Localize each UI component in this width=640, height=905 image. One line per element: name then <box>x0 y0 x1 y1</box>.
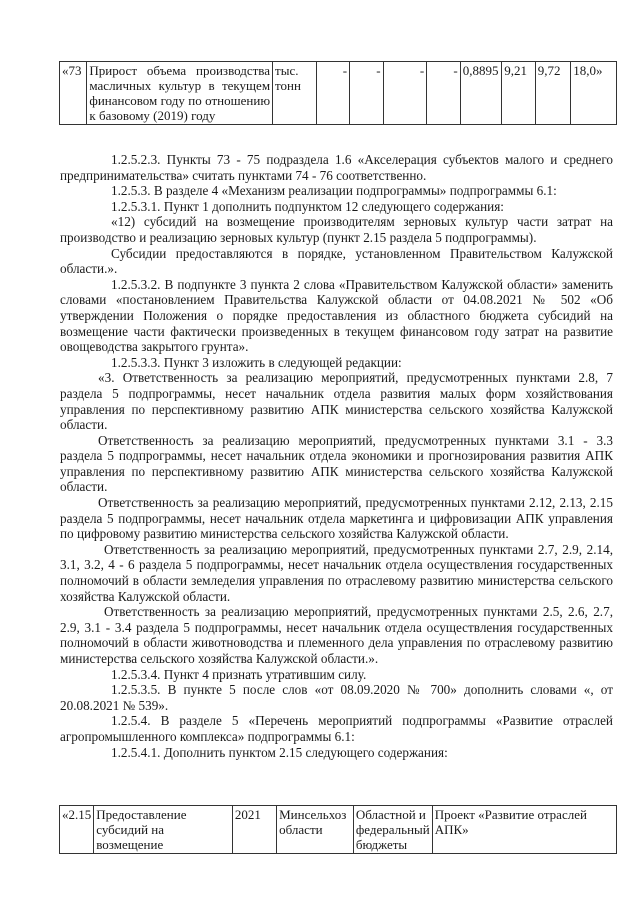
value-cell: - <box>383 62 427 125</box>
document-body <box>60 152 613 760</box>
paragraph: Ответственность за реализацию мероприятий, предусмотренных пунктами 2.12, 2.13, 2.15 раздела 5 подпрограммы, несет начальник отдела маркетинга и цифровизации АПК управления по цифровому развитию министерства сельского хозяйства Калужской области. <box>60 495 613 542</box>
value-cell: 18,0» <box>571 62 617 125</box>
table-row <box>60 806 617 854</box>
value-cell: - <box>427 62 460 125</box>
unit-cell: тыс. тонн <box>273 62 317 125</box>
paragraph: Субсидии предоставляются в порядке, установленном Правительством Калужской области.». <box>60 245 613 277</box>
indicators-table <box>59 61 617 125</box>
paragraph: 1.2.5.2.3. Пункты 73 - 75 подраздела 1.6 «Акселерация субъектов малого и среднего предпринимательства» считать пунктами 74 - 76 соответственно. <box>60 152 613 183</box>
paragraph: 1.2.5.3.1. Пункт 1 дополнить подпунктом 12 следующего содержания: <box>111 198 504 214</box>
paragraph: «12) субсидий на возмещение производителям зерновых культур части затрат на производство и реализацию зерновых культур (пункт 2.15 раздела 5 подпрограммы). <box>60 214 613 245</box>
value-cell: - <box>350 62 383 125</box>
paragraph: 1.2.5.4. В разделе 5 «Перечень мероприятий подпрограммы «Развитие отраслей агропромышленного комплекса» подпрограммы 6.1: <box>60 713 613 744</box>
value-cell: 9,72 <box>535 62 571 125</box>
paragraph: 1.2.5.3.3. Пункт 3 изложить в следующей редакции: <box>111 354 402 370</box>
funding-source-cell: Областной и федеральный бюджеты <box>353 806 432 854</box>
measures-table <box>59 805 617 854</box>
paragraph: 1.2.5.3.2. В подпункте 3 пункта 2 слова «Правительством Калужской области» заменить словами «постановлением Правительства Калужской области от 04.08.2021 № 502 «Об утверждении Положения о порядке предоставления из областного бюджета субсидий на возмещение части фактически произведенных в текущем финансовом году затрат на развитие овощеводства закрытого грунта». <box>60 276 613 355</box>
value-cell: - <box>316 62 349 125</box>
paragraph: 1.2.5.3.5. В пункте 5 после слов «от 08.09.2020 № 700» дополнить словами «, от 20.08.2021 № 539». <box>60 682 613 713</box>
measure-name: Предоставление субсидий на возмещение <box>94 806 233 854</box>
table-row <box>60 62 617 125</box>
paragraph: Ответственность за реализацию мероприятий, предусмотренных пунктами 2.5, 2.6, 2.7, 2.9, 3.1 - 3.4 раздела 5 подпрограммы, несет начальник отдела осуществления государственных полномочий в области животноводства и племенного дела управления по отраслевому развитию министерства сельского хозяйства Калужской области.». <box>60 604 613 666</box>
paragraph: 1.2.5.4.1. Дополнить пунктом 2.15 следующего содержания: <box>111 744 448 760</box>
project-cell: Проект «Развитие отраслей АПК» <box>432 806 616 854</box>
paragraph: «3. Ответственность за реализацию мероприятий, предусмотренных пунктами 2.8, 7 раздела 5 подпрограммы, несет начальник отдела развития малых форм хозяйствования управления по перспективному развитию АПК министерства сельского хозяйства Калужской области. <box>60 370 613 433</box>
value-cell: 9,21 <box>502 62 535 125</box>
paragraph: 1.2.5.3. В разделе 4 «Механизм реализации подпрограммы» подпрограммы 6.1: <box>111 183 557 199</box>
indicator-name: Прирост объема производства масличных культур в текущем финансовом году по отношению к базовому (2019) году <box>87 62 273 125</box>
paragraph: Ответственность за реализацию мероприятий, предусмотренных пунктами 2.7, 2.9, 2.14, 3.1, 3.2, 4 - 6 раздела 5 подпрограммы, несет начальник отдела осуществления государственных полномочий в области земледелия управления по отраслевому развитию министерства сельского хозяйства Калужской области. <box>60 541 613 604</box>
paragraph: 1.2.5.3.4. Пункт 4 признать утратившим силу. <box>111 666 367 682</box>
executor-cell: Минсельхоз области <box>277 806 354 854</box>
value-cell: 0,8895 <box>460 62 502 125</box>
row-number: «73 <box>60 62 87 125</box>
row-number: «2.15 <box>60 806 94 854</box>
paragraph: Ответственность за реализацию мероприятий, предусмотренных пунктами 3.1 - 3.3 раздела 5 подпрограммы, несет начальник отдела экономики и прогнозирования развития АПК управления по перспективному развитию АПК министерства сельского хозяйства Калужской области. <box>60 432 613 495</box>
year-cell: 2021 <box>232 806 276 854</box>
